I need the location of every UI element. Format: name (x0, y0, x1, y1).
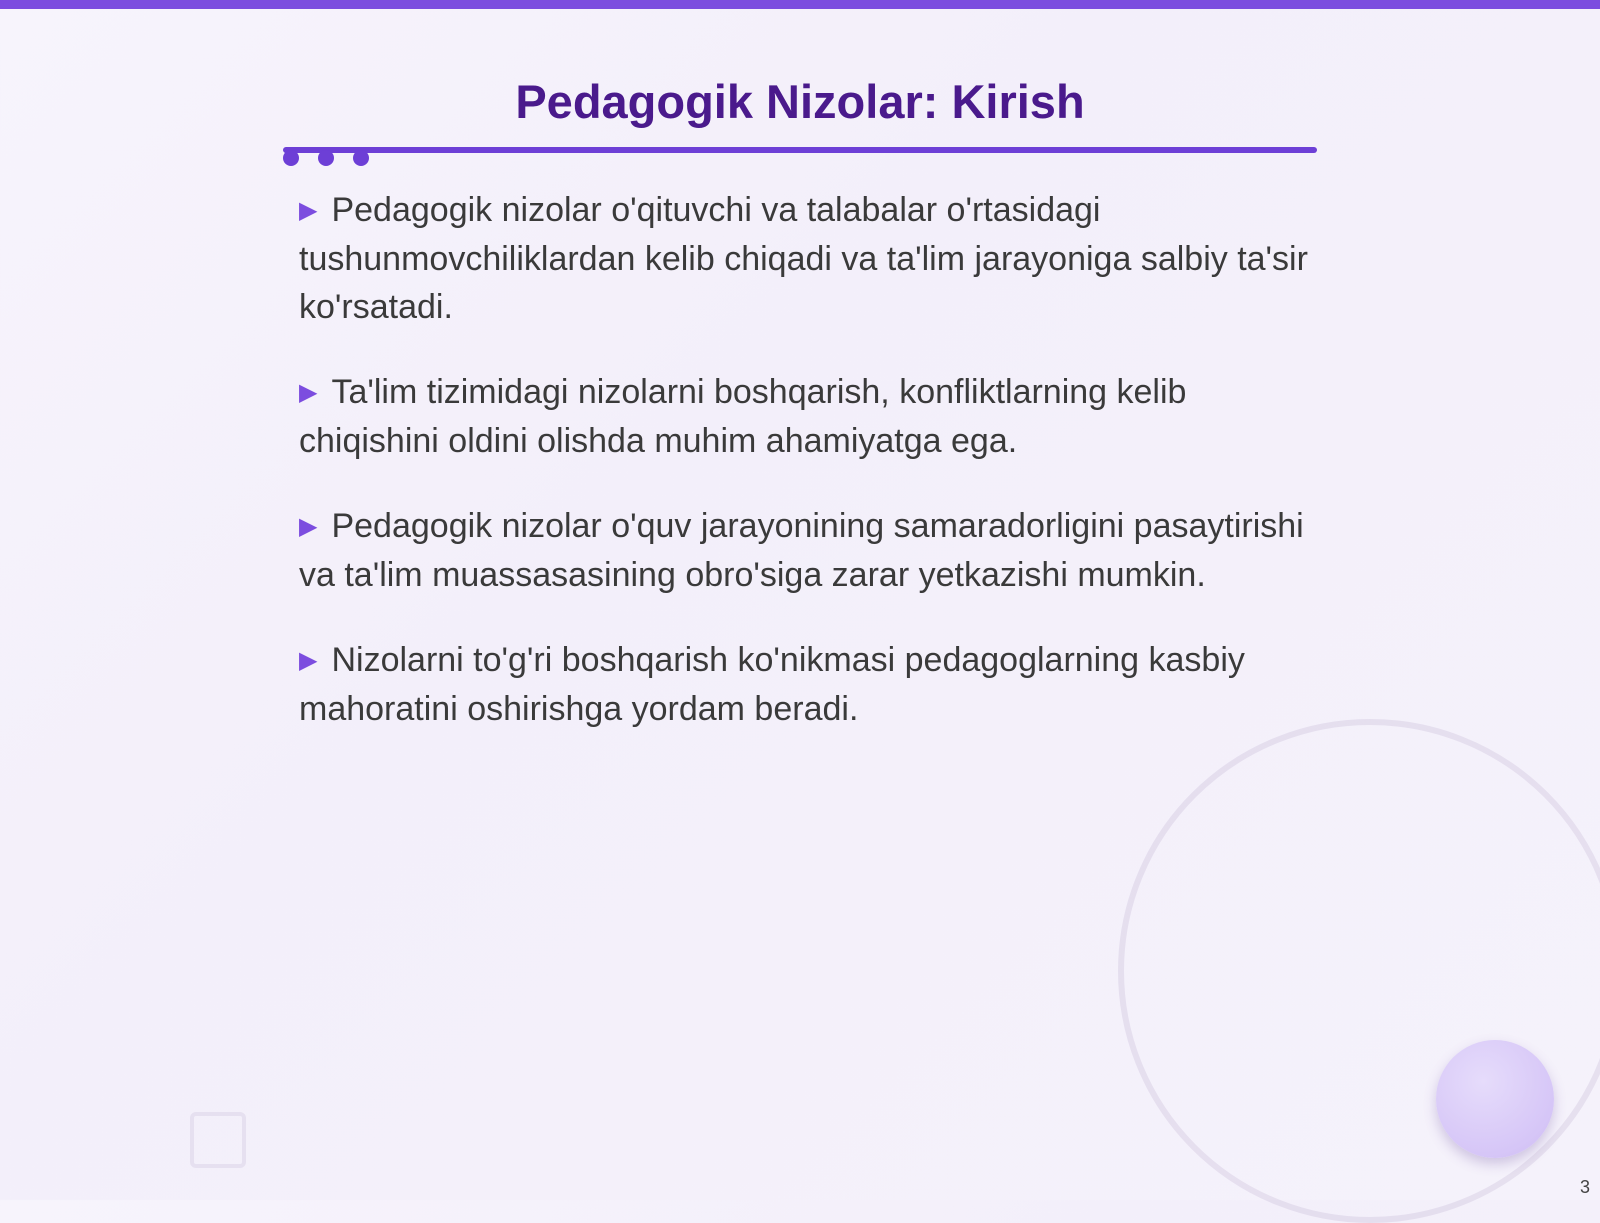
bullet-text: Pedagogik nizolar o'qituvchi va talabalar o'rtasidagi tushunmovchiliklardan kelib chiqadi va ta'lim jarayoniga salbiy ta'sir ko'rsatadi. (299, 191, 1308, 326)
bullet-list (299, 186, 1309, 770)
slide-title: Pedagogik Nizolar: Kirish (515, 75, 1085, 128)
bullet-text: Pedagogik nizolar o'quv jarayonining samaradorligini pasaytirishi va ta'lim muassasasining obro'siga zarar yetkazishi mumkin. (299, 507, 1304, 594)
decorative-dot (318, 150, 334, 166)
page-number: 3 (1579, 1177, 1590, 1197)
decorative-bubble (1436, 1040, 1554, 1158)
bullet-item (299, 186, 1309, 331)
play-triangle-icon: ▶ (299, 513, 318, 540)
decorative-square (190, 1112, 246, 1168)
bullet-item (299, 502, 1309, 599)
title-underline (283, 147, 1317, 153)
bullet-item (299, 636, 1309, 733)
bullet-item (299, 368, 1309, 465)
bullet-text: Ta'lim tizimidagi nizolarni boshqarish, konfliktlarning kelib chiqishini oldini olishda muhim ahamiyatga ega. (299, 373, 1187, 460)
play-triangle-icon: ▶ (299, 647, 318, 674)
decorative-dot (283, 150, 299, 166)
play-triangle-icon: ▶ (299, 379, 318, 406)
play-triangle-icon: ▶ (299, 197, 318, 224)
top-accent-bar (0, 0, 1600, 9)
decorative-dot (353, 150, 369, 166)
bullet-text: Nizolarni to'g'ri boshqarish ko'nikmasi pedagoglarning kasbiy mahoratini oshirishga yordam beradi. (299, 641, 1245, 728)
